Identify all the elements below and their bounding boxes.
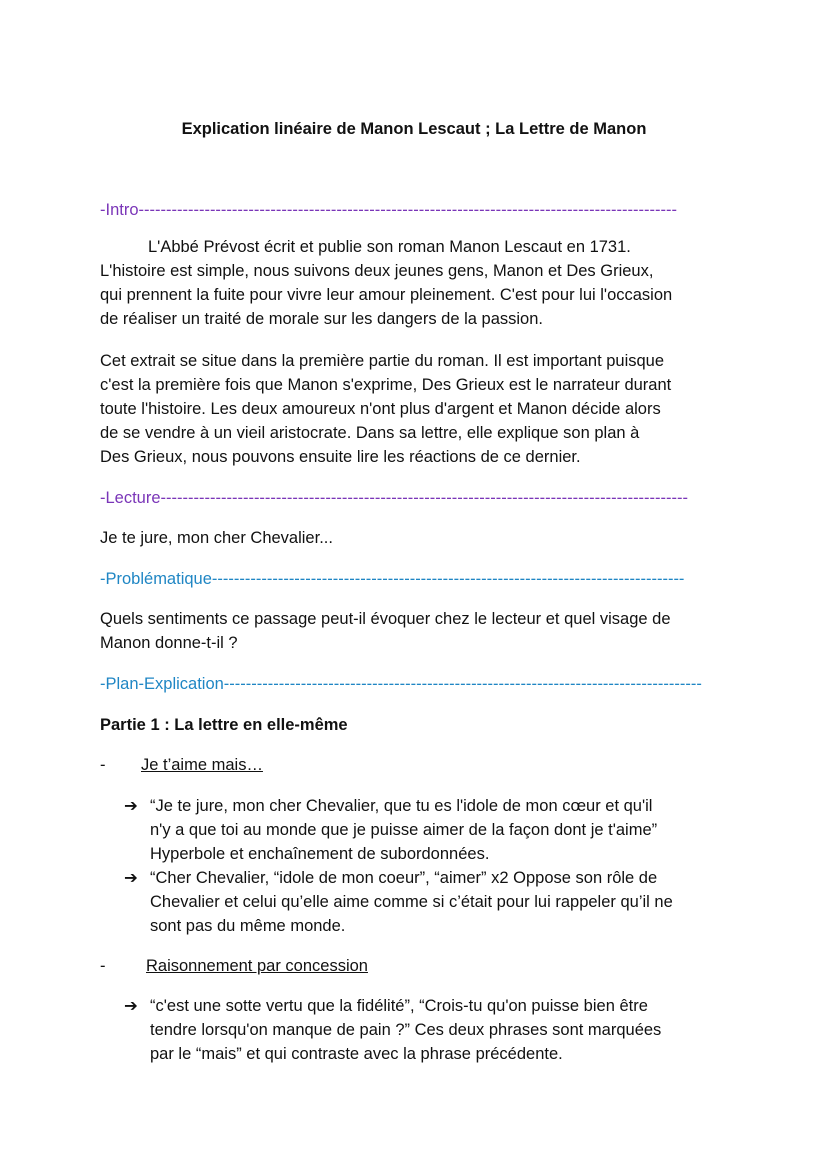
section-header-problematique: -Problématique-------------------------------------------------------------------------------------- [100, 570, 685, 588]
text-line: tendre lorsqu'on manque de pain ?” Ces deux phrases sont marquées [150, 1021, 662, 1039]
section-header-plan: -Plan-Explication--------------------------------------------------------------------------------------- [100, 675, 702, 693]
text-line: “c'est une sotte vertu que la fidélité”, “Crois-tu qu'on puisse bien être [150, 997, 648, 1015]
arrow-right-icon: ➔ [124, 869, 138, 887]
text-line: de se vendre à un vieil aristocrate. Dans sa lettre, elle explique son plan à [100, 424, 640, 442]
text-line: c'est la première fois que Manon s'exprime, Des Grieux est le narrateur durant [100, 376, 672, 394]
text-line: Je te jure, mon cher Chevalier... [100, 529, 333, 547]
dash-bullet: - [100, 957, 106, 975]
text-line: L'Abbé Prévost écrit et publie son roman Manon Lescaut en 1731. [148, 238, 631, 256]
text-line: Chevalier et celui qu’elle aime comme si c’était pour lui rappeler qu’il ne [150, 893, 673, 911]
subsection-label: Raisonnement par concession [146, 957, 368, 975]
text-line: sont pas du même monde. [150, 917, 346, 935]
text-line: toute l'histoire. Les deux amoureux n'ont plus d'argent et Manon décide alors [100, 400, 661, 418]
text-line: Cet extrait se situe dans la première partie du roman. Il est important puisque [100, 352, 665, 370]
intro-paragraph-1 [100, 235, 728, 331]
section-header-intro: -Intro-------------------------------------------------------------------------------------------------- [100, 201, 677, 219]
text-line: qui prennent la fuite pour vivre leur amour pleinement. C'est pour lui l'occasion [100, 286, 673, 304]
arrow-right-icon: ➔ [124, 797, 138, 815]
subsection-raisonnement-par-concession [100, 954, 728, 978]
text-line: “Je te jure, mon cher Chevalier, que tu es l'idole de mon cœur et qu'il [150, 797, 653, 815]
text-line: de réaliser un traité de morale sur les dangers de la passion. [100, 310, 543, 328]
arrow-right-icon: ➔ [124, 997, 138, 1015]
text-line: Hyperbole et enchaînement de subordonnées. [150, 845, 490, 863]
dash-bullet: - [100, 756, 106, 774]
text-line: Partie 1 : La lettre en elle-même [100, 716, 348, 734]
problematique-text [100, 607, 728, 655]
subsection-je-taime-mais [100, 753, 728, 777]
lecture-text [100, 526, 728, 550]
text-line: Quels sentiments ce passage peut-il évoquer chez le lecteur et quel visage de [100, 610, 671, 628]
text-line: Manon donne-t-il ? [100, 634, 238, 652]
partie-1-heading [100, 713, 728, 737]
section-header-lecture: -Lecture------------------------------------------------------------------------------------------------ [100, 489, 689, 507]
text-line: L'histoire est simple, nous suivons deux jeunes gens, Manon et Des Grieux, [100, 262, 654, 280]
text-line: “Cher Chevalier, “idole de mon coeur”, “aimer” x2 Oppose son rôle de [150, 869, 658, 887]
subsection-label: Je t’aime mais… [141, 756, 263, 774]
text-line: par le “mais” et qui contraste avec la phrase précédente. [150, 1045, 563, 1063]
page-title: Explication linéaire de Manon Lescaut ; La Lettre de Manon [181, 120, 647, 138]
text-line: Des Grieux, nous pouvons ensuite lire les réactions de ce dernier. [100, 448, 581, 466]
intro-paragraph-2 [100, 349, 728, 469]
text-line: n'y a que toi au monde que je puisse aimer de la façon dont je t'aime” [150, 821, 658, 839]
